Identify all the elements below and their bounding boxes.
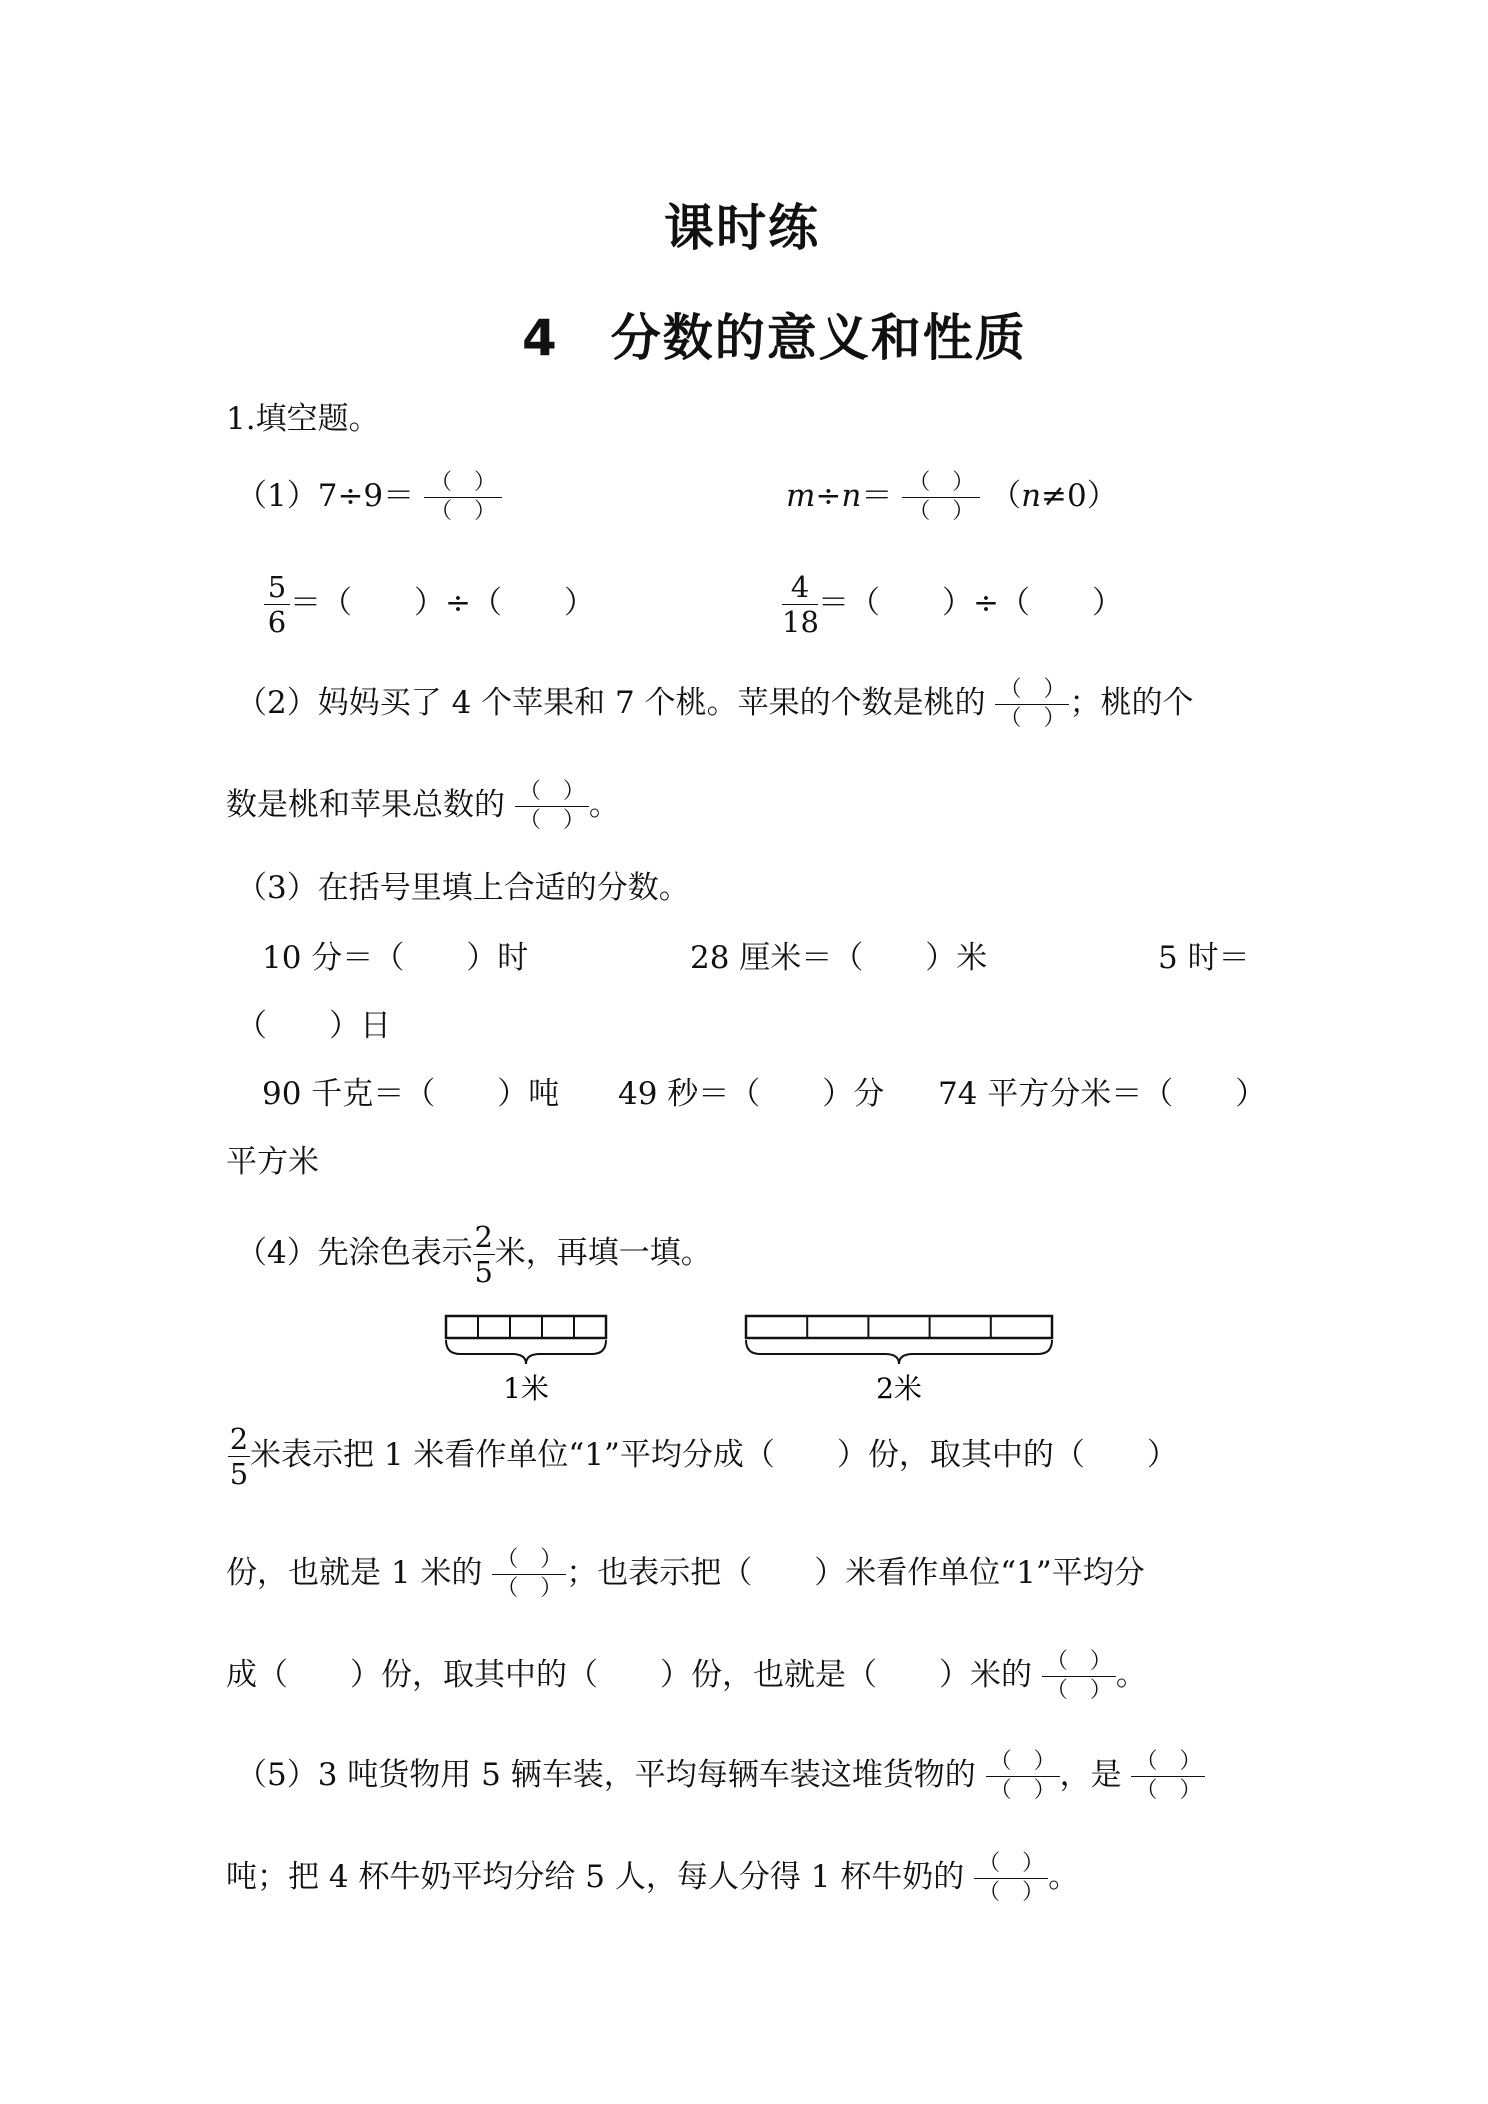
- q1-expr-a: 7÷9＝: [317, 478, 415, 514]
- page-subtitle: 4 分数的意义和性质: [522, 309, 1027, 367]
- fraction-bar: [1042, 1676, 1116, 1677]
- bar-1m-label: 1米: [503, 1372, 549, 1405]
- fraction-5-6: [264, 572, 290, 637]
- section-heading: 1.填空题。: [226, 401, 380, 437]
- q4-para-line3: [226, 1650, 1147, 1703]
- var-n: n: [841, 478, 862, 514]
- fraction-4-18: [782, 572, 818, 637]
- denominator: 5: [229, 1457, 249, 1491]
- q5-text2b: 。: [1048, 1859, 1080, 1895]
- bar-2m[interactable]: [746, 1316, 1052, 1405]
- blank-numerator: （ ）: [496, 1547, 563, 1572]
- blank-fraction[interactable]: [515, 780, 589, 833]
- cond-rest: ≠0）: [1041, 478, 1118, 514]
- bar-1m-ticks: [478, 1316, 574, 1338]
- cond-open: （: [990, 478, 1022, 514]
- blank-numerator: （ ）: [518, 779, 585, 804]
- q3-item-d[interactable]: 90 千克＝（ ）吨: [262, 1076, 560, 1112]
- bar-1m[interactable]: [446, 1316, 606, 1405]
- fraction-bar: [1131, 1776, 1205, 1777]
- fraction-bar: [986, 1776, 1060, 1777]
- q3-item-e[interactable]: 49 秒＝（ ）分: [618, 1076, 885, 1112]
- denominator: 5: [474, 1255, 493, 1289]
- q1-row1-right: [786, 471, 1118, 524]
- blank-denominator: （ ）: [518, 808, 585, 833]
- numerator: 5: [267, 570, 287, 604]
- q3-item-a[interactable]: 10 分＝（ ）时: [262, 940, 529, 976]
- numerator: 2: [474, 1220, 493, 1254]
- blank-numerator: （ ）: [999, 677, 1066, 702]
- q1-row2-left: [264, 572, 595, 637]
- numerator: 2: [229, 1422, 249, 1456]
- q4-para-line1: [228, 1424, 1178, 1489]
- blank-numerator: （ ）: [908, 470, 975, 495]
- q3-item-c-wrap[interactable]: （ ）日: [236, 1008, 391, 1044]
- q4-p1-text[interactable]: 米表示把 1 米看作单位“1”平均分成（ ）份，取其中的（ ）: [250, 1437, 1178, 1473]
- q5-line1: [236, 1750, 1205, 1803]
- blank-numerator: （ ）: [978, 1851, 1045, 1876]
- fraction-bar: [902, 497, 980, 498]
- blank-fraction[interactable]: [974, 1852, 1048, 1905]
- denominator: 18: [782, 605, 819, 639]
- cond-var-n: n: [1021, 478, 1042, 514]
- q3-item-b[interactable]: 28 厘米＝（ ）米: [690, 940, 988, 976]
- bar-2m-label: 2米: [876, 1372, 922, 1405]
- q4-p2b-text[interactable]: ；也表示把（ ）米看作单位“1”平均分: [566, 1555, 1145, 1591]
- q4-heading: [236, 1222, 712, 1287]
- q4-heading-post: 米，再填一填。: [494, 1235, 712, 1271]
- q1-label: （1）: [236, 478, 318, 514]
- blank-denominator: （ ）: [999, 706, 1066, 731]
- fraction-bar: [515, 806, 589, 807]
- q5-text2a: 吨；把 4 杯牛奶平均分给 5 人，每人分得 1 杯牛奶的: [226, 1859, 965, 1895]
- blank-denominator: （ ）: [978, 1880, 1045, 1905]
- blank-fraction[interactable]: [492, 1548, 566, 1601]
- div-sign: ÷: [815, 478, 842, 514]
- eq-sign: ＝: [861, 478, 893, 514]
- q1-expr-c[interactable]: ＝（ ）÷（ ）: [290, 585, 595, 621]
- blank-numerator: （ ）: [1135, 1749, 1202, 1774]
- blank-fraction[interactable]: [424, 471, 502, 524]
- page-title: 课时练: [664, 199, 820, 257]
- fraction-bar: [424, 497, 502, 498]
- fraction-bar: [995, 704, 1069, 705]
- q4-p3b-text: 。: [1115, 1657, 1147, 1693]
- fraction-bar: [492, 1574, 566, 1575]
- blank-fraction[interactable]: [1131, 1750, 1205, 1803]
- q2-line2: [226, 780, 620, 833]
- q3-item-c[interactable]: 5 时＝: [1158, 940, 1250, 976]
- q4-p3a-text[interactable]: 成（ ）份，取其中的（ ）份，也就是（ ）米的: [226, 1657, 1032, 1693]
- measure-bars-figure: [430, 1300, 1070, 1410]
- q4-para-line2: [226, 1548, 1145, 1601]
- q3-item-f[interactable]: 74 平方分米＝（ ）: [938, 1076, 1267, 1112]
- blank-denominator: （ ）: [430, 499, 497, 524]
- blank-fraction[interactable]: [902, 471, 980, 524]
- denominator: 6: [267, 605, 287, 639]
- bar-2m-ticks: [807, 1316, 991, 1338]
- q4-p2a-text: 份，也就是 1 米的: [226, 1555, 483, 1591]
- fraction-2-5: [473, 1222, 495, 1287]
- blank-denominator: （ ）: [1045, 1678, 1112, 1703]
- q5-text1b: ，是: [1059, 1757, 1122, 1793]
- q5-line2: [226, 1852, 1079, 1905]
- fraction-bar: [974, 1878, 1048, 1879]
- blank-denominator: （ ）: [989, 1778, 1056, 1803]
- blank-denominator: （ ）: [908, 499, 975, 524]
- q1-row1-left: [236, 471, 502, 524]
- q2-text1: （2）妈妈买了 4 个苹果和 7 个桃。苹果的个数是桃的: [236, 685, 986, 721]
- blank-denominator: （ ）: [1135, 1778, 1202, 1803]
- blank-fraction[interactable]: [986, 1750, 1060, 1803]
- blank-numerator: （ ）: [430, 470, 497, 495]
- q1-row2-right: [782, 572, 1123, 637]
- blank-fraction[interactable]: [995, 678, 1069, 731]
- q5-text1a: （5）3 吨货物用 5 辆车装，平均每辆车装这堆货物的: [236, 1757, 976, 1793]
- q2-text1-tail: ；桃的个: [1069, 685, 1194, 721]
- q1-expr-d[interactable]: ＝（ ）÷（ ）: [818, 585, 1123, 621]
- numerator: 4: [790, 570, 810, 604]
- q3-heading: （3）在括号里填上合适的分数。: [236, 870, 690, 906]
- blank-fraction[interactable]: [1042, 1650, 1116, 1703]
- q4-heading-pre: （4）先涂色表示: [236, 1235, 473, 1271]
- var-m: m: [786, 478, 816, 514]
- blank-numerator: （ ）: [1045, 1649, 1112, 1674]
- q2-line1: [236, 678, 1193, 731]
- fraction-2-5: [228, 1424, 250, 1489]
- q2-text2: 数是桃和苹果总数的: [226, 787, 505, 823]
- blank-denominator: （ ）: [496, 1576, 563, 1601]
- q3-item-f-wrap: 平方米: [226, 1144, 319, 1180]
- q2-text2-tail: 。: [588, 787, 620, 823]
- blank-numerator: （ ）: [989, 1749, 1056, 1774]
